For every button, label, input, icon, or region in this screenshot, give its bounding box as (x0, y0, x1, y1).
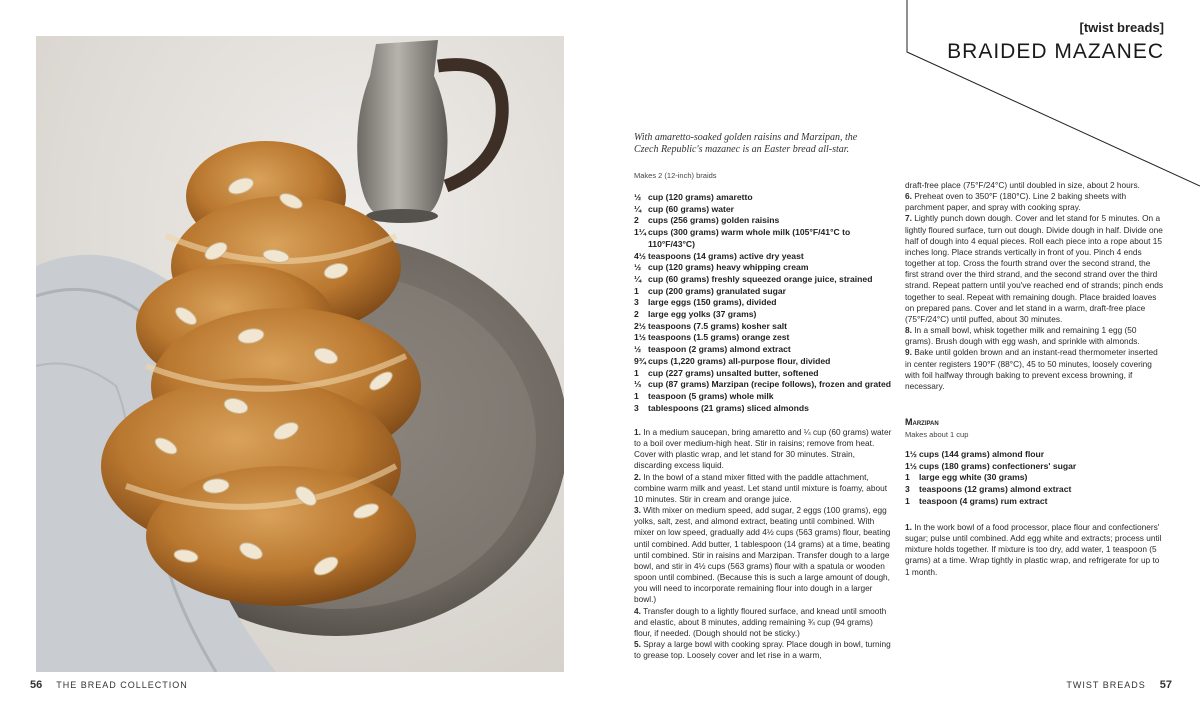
ingredient-text: cup (60 grams) water (648, 203, 734, 214)
method-step (634, 606, 892, 639)
ingredient-quantity: ½ (634, 262, 642, 273)
method-step (905, 191, 1165, 213)
folio-right (1066, 679, 1172, 691)
step-number: 1. (634, 427, 641, 437)
ingredient-quantity: 9¾ (634, 355, 646, 366)
book-title: THE BREAD COLLECTION (56, 680, 188, 690)
method-step (634, 427, 892, 472)
folio-left (30, 679, 188, 691)
ingredient-quantity: ½ (634, 344, 642, 355)
ingredient-quantity: 1¼ (634, 227, 646, 238)
ingredient-quantity: 1½ (905, 449, 917, 459)
ingredient-item (905, 449, 1165, 461)
method-step (634, 472, 892, 505)
ingredient-text: cup (200 grams) granulated sugar (648, 285, 787, 296)
ingredient-item (634, 356, 894, 368)
ingredient-quantity: 2 (634, 215, 639, 226)
method-steps-right (905, 180, 1165, 392)
ingredient-text: teaspoons (7.5 grams) kosher salt (648, 320, 787, 331)
step-text: Transfer dough to a lightly floured surface, and knead until smooth and elastic, about 8 minutes, adding remaining ¾ cup (94 grams) flour, if needed. (Dough should not be sticky.) (634, 605, 887, 638)
ingredient-text: cup (227 grams) unsalted butter, softened (648, 367, 819, 378)
ingredient-quantity: ¼ (634, 273, 642, 284)
method-step (905, 213, 1165, 325)
method-step (634, 639, 892, 661)
ingredient-quantity: 3 (905, 484, 910, 495)
ingredient-text: teaspoons (1.5 grams) orange zest (648, 332, 790, 343)
ingredient-text: cups (144 grams) almond flour (919, 449, 1045, 459)
marzipan-title: Marzipan (905, 417, 939, 427)
step-number: 2. (634, 471, 641, 482)
ingredient-text: cups (180 grams) confectioners' sugar (919, 460, 1077, 471)
recipe-title: BRAIDED MAZANEC (947, 40, 1164, 63)
ingredient-text: teaspoons (14 grams) active dry yeast (648, 250, 804, 261)
ingredient-item (634, 368, 894, 380)
step-text: Lightly punch down dough. Cover and let stand for 5 minutes. On a lightly floured surface, turn out dough. Divide dough in half. Divide one half of dough into 4 equal pieces. Roll each piece into a rope about 15 inches long. Place strands vertically in front of you. Pinch 4 ends together at top. Cross the fourth strand over the second strand, the first strand over the third strand, and the second strand over the third strand. Repeat pattern until you've reached end of strands; pinch ends together to seal. Repeat with remaining dough. Place braided loaves on prepared pans. Cover and let stand in a warm, draft-free place (75°F/24°C) until puffed, about 30 minutes. (905, 213, 1164, 324)
step-number: 7. (905, 213, 912, 224)
step-text: In a small bowl, whisk together milk and remaining 1 egg (50 grams). Brush dough with egg wash, and sprinkle with almonds. (905, 325, 1140, 347)
ingredient-item (905, 461, 1165, 473)
ingredient-quantity: 1½ (905, 460, 917, 471)
ingredient-item (634, 192, 894, 204)
method-step (905, 522, 1165, 578)
ingredient-quantity: 3 (634, 402, 639, 413)
step-text: Spray a large bowl with cooking spray. Place dough in bowl, turning to grease top. Loosely cover and let rise in a warm, (634, 638, 891, 661)
ingredient-quantity: 1 (905, 495, 910, 506)
ingredient-item (634, 251, 894, 263)
step-number: 6. (905, 191, 912, 202)
ingredient-quantity: 2½ (634, 320, 646, 331)
ingredient-text: teaspoon (2 grams) almond extract (648, 344, 791, 355)
page-number-right: 57 (1159, 679, 1172, 691)
marzipan-ingredient-list (905, 449, 1165, 508)
method-step (905, 180, 1165, 191)
ingredient-text: cup (120 grams) heavy whipping cream (648, 262, 809, 273)
recipe-yield: Makes 2 (12-inch) braids (634, 171, 717, 180)
ingredient-item (634, 344, 894, 356)
method-step (634, 505, 892, 605)
ingredient-item (634, 215, 894, 227)
step-number: 3. (634, 505, 641, 516)
ingredient-text: large egg yolks (37 grams) (648, 309, 757, 320)
ingredient-item (634, 332, 894, 344)
ingredient-item (634, 204, 894, 216)
ingredient-item (634, 262, 894, 274)
bread-photo-illustration (36, 36, 564, 672)
ingredient-text: large egg white (30 grams) (919, 472, 1028, 483)
ingredient-item (634, 379, 894, 391)
step-text: Bake until golden brown and an instant-read thermometer inserted in center registers 190°F (88°C), 45 to 50 minutes, loosely covering with foil halfway through baking to prevent excess browning, if necessary. (905, 347, 1158, 391)
ingredient-quantity: 3 (634, 297, 639, 308)
ingredient-quantity: 1 (634, 390, 639, 401)
ingredient-text: large eggs (150 grams), divided (648, 297, 777, 308)
ingredient-text: cups (256 grams) golden raisins (648, 215, 780, 226)
ingredient-quantity: 4½ (634, 250, 646, 261)
step-number: 5. (634, 638, 641, 649)
step-number: 1. (905, 522, 912, 532)
marzipan-yield: Makes about 1 cup (905, 430, 969, 439)
step-text: Preheat oven to 350°F (180°C). Line 2 baking sheets with parchment paper, and spray with cooking spray. (905, 191, 1127, 213)
ingredient-text: teaspoon (4 grams) rum extract (919, 495, 1048, 506)
step-text: draft-free place (75°F/24°C) until doubled in size, about 2 hours. (905, 180, 1140, 190)
ingredient-quantity: 1½ (634, 332, 646, 343)
ingredient-item (634, 286, 894, 298)
ingredient-quantity: 1 (634, 285, 639, 296)
ingredient-item (634, 321, 894, 333)
ingredient-quantity: ½ (634, 192, 642, 202)
ingredient-text: cup (87 grams) Marzipan (recipe follows), frozen and grated (648, 379, 892, 390)
ingredient-text: cup (120 grams) amaretto (648, 192, 753, 202)
recipe-intro: With amaretto-soaked golden raisins and Marzipan, the Czech Republic's mazanec is an Easter bread all-star. (634, 132, 858, 155)
ingredient-text: teaspoons (12 grams) almond extract (919, 484, 1072, 495)
ingredient-item (905, 496, 1165, 508)
section-tag: [twist breads] (1079, 20, 1164, 35)
step-number: 4. (634, 605, 641, 616)
step-text: With mixer on medium speed, add sugar, 2 eggs (100 grams), egg yolks, salt, zest, and almond extract, beating until combined. With mixer on low speed, gradually add 4½ cups (563 grams) flour, beating until combined. Add butter, 1 tablespoon (14 grams) at a time, beating until combined. Stir in raisins and Marzipan. Transfer dough to a large bowl, and stir in 4½ cups (563 grams) flour with a spatula or wooden spoon until combined. (Because this is such a large amount of dough, you will need to incorporate remaining flour into dough in a larger bowl.) (634, 505, 891, 605)
method-step (905, 347, 1165, 392)
step-text: In the bowl of a stand mixer fitted with the paddle attachment, combine warm milk and yeast. Let stand until mixture is foamy, about 10 minutes. Stir in cream and orange juice. (634, 471, 888, 504)
ingredient-quantity: ¼ (634, 203, 642, 214)
ingredient-text: cups (1,220 grams) all-purpose flour, divided (648, 355, 831, 366)
ingredient-text: tablespoons (21 grams) sliced almonds (648, 402, 809, 413)
ingredient-item (634, 297, 894, 309)
method-steps-left (634, 427, 892, 661)
step-text: In a medium saucepan, bring amaretto and ¼ cup (60 grams) water to a boil over medium-high heat. Stir in raisins; remove from heat. Cover with plastic wrap, and let stand for 30 minutes. Strain, discarding excess liquid. (634, 427, 892, 471)
ingredient-item (905, 472, 1165, 484)
ingredient-list (634, 192, 894, 414)
ingredient-item (634, 274, 894, 286)
ingredient-quantity: 1 (905, 472, 910, 483)
ingredient-text: teaspoon (5 grams) whole milk (648, 390, 774, 401)
ingredient-item (634, 391, 894, 403)
ingredient-text: cup (60 grams) freshly squeezed orange juice, strained (648, 273, 873, 284)
ingredient-item (905, 484, 1165, 496)
step-number: 9. (905, 347, 912, 358)
bread-photo (36, 36, 564, 672)
chapter-title: TWIST BREADS (1066, 680, 1146, 690)
ingredient-quantity: ⅓ (634, 379, 642, 390)
ingredient-quantity: 2 (634, 309, 639, 320)
ingredient-text: cups (300 grams) warm whole milk (105°F/41°C to 110°F/43°C) (648, 227, 851, 249)
ingredient-quantity: 1 (634, 367, 639, 378)
ingredient-item (634, 403, 894, 415)
ingredient-item (634, 227, 894, 250)
step-number: 8. (905, 325, 912, 336)
method-step (905, 325, 1165, 347)
page-number-left: 56 (30, 679, 43, 691)
marzipan-steps (905, 522, 1165, 578)
step-text: In the work bowl of a food processor, place flour and confectioners' sugar; pulse until combined. Add egg white and extracts; process until mixture holds together. If mixture is too dry, add water, 1 teaspoon (5 grams) at a time. Wrap tightly in plastic wrap, and refrigerate for up to 1 month. (905, 522, 1162, 577)
ingredient-item (634, 309, 894, 321)
